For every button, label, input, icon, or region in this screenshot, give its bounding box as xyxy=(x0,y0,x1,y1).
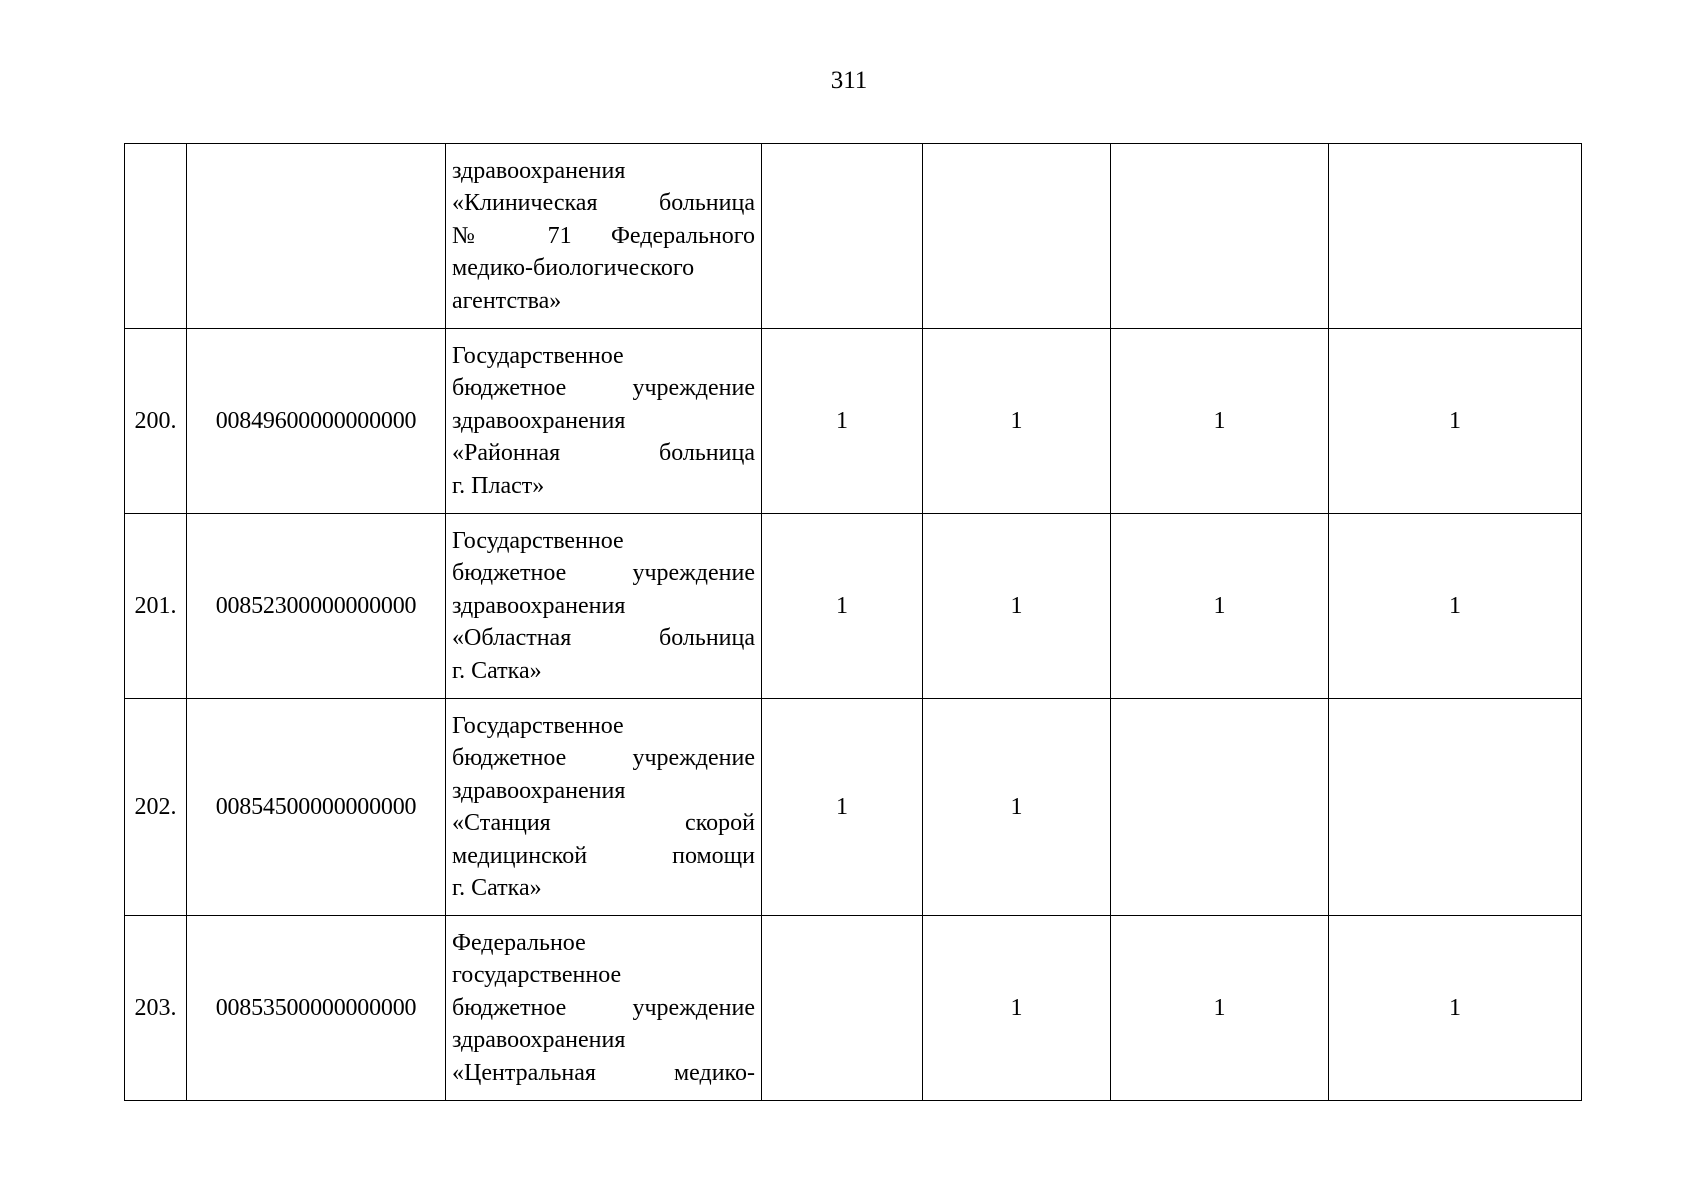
page-number: 311 xyxy=(830,67,868,94)
value-cell-2 xyxy=(923,916,1111,1101)
organization-name-line: медико-биологического xyxy=(452,255,695,282)
value-cell-1 xyxy=(762,514,923,699)
organization-name-line: Государственное xyxy=(452,342,624,369)
registry-code: 00849600000000000 xyxy=(215,407,417,434)
organization-name-line: агентства» xyxy=(452,287,562,314)
value-cell-2 xyxy=(923,514,1111,699)
value-3: 1 xyxy=(1213,592,1226,619)
registry-code-cell xyxy=(187,329,446,514)
registry-code: 00852300000000000 xyxy=(215,592,417,619)
organization-name-line: бюджетное учреждение xyxy=(452,375,755,402)
organization-name-cell xyxy=(446,699,762,916)
value-cell-4 xyxy=(1329,144,1582,329)
row-number-cell xyxy=(125,144,187,329)
value-1: 1 xyxy=(836,407,848,434)
value-cell-4 xyxy=(1329,514,1582,699)
organization-name-line: «Станция скорой xyxy=(452,810,755,836)
registry-code-cell xyxy=(187,144,446,329)
organization-name-line: Государственное xyxy=(452,712,624,739)
value-1: 1 xyxy=(836,793,848,820)
organizations-table xyxy=(124,143,1582,1101)
registry-code: 00853500000000000 xyxy=(215,994,417,1021)
value-cell-3 xyxy=(1111,514,1329,699)
value-cell-4 xyxy=(1329,699,1582,916)
organization-name-cell xyxy=(446,329,762,514)
organization-name-line: г. Сатка» xyxy=(452,875,542,901)
table-row xyxy=(125,144,1582,329)
organization-name-line: г. Пласт» xyxy=(452,472,545,499)
value-cell-4 xyxy=(1329,329,1582,514)
organization-name-cell xyxy=(446,916,762,1101)
value-2: 1 xyxy=(1010,994,1023,1021)
organization-name-line: Федеральное xyxy=(452,929,586,956)
organization-name-line: бюджетное учреждение xyxy=(452,745,755,771)
organization-name-line: № 71 Федерального xyxy=(452,222,755,249)
organization-name-line: здравоохранения xyxy=(452,777,626,804)
organization-name-line: бюджетное учреждение xyxy=(452,560,755,587)
value-cell-1 xyxy=(762,916,923,1101)
organization-name-line: здравоохранения xyxy=(452,157,626,184)
organization-name-line: здравоохранения xyxy=(452,1027,626,1054)
value-2: 1 xyxy=(1010,407,1023,434)
value-3: 1 xyxy=(1213,994,1226,1021)
organization-name-line: «Областная больница xyxy=(452,625,755,652)
organization-name-line: медицинской помощи xyxy=(452,842,755,869)
value-cell-2 xyxy=(923,329,1111,514)
value-3: 1 xyxy=(1213,407,1226,434)
value-cell-4 xyxy=(1329,916,1582,1101)
table-body xyxy=(125,144,1582,1101)
registry-code-cell xyxy=(187,699,446,916)
organization-name-line: здравоохранения xyxy=(452,407,626,434)
table-row xyxy=(125,514,1582,699)
value-cell-1 xyxy=(762,144,923,329)
value-4: 1 xyxy=(1449,994,1461,1021)
organization-name-cell xyxy=(446,514,762,699)
value-cell-1 xyxy=(762,699,923,916)
row-number: 203. xyxy=(134,994,177,1021)
organization-name-line: г. Сатка» xyxy=(452,657,542,684)
value-cell-3 xyxy=(1111,329,1329,514)
registry-code-cell xyxy=(187,916,446,1101)
registry-code-cell xyxy=(187,514,446,699)
organization-name-line: бюджетное учреждение xyxy=(452,994,755,1021)
organization-name-cell xyxy=(446,144,762,329)
row-number: 201. xyxy=(134,592,177,619)
row-number: 200. xyxy=(134,407,177,434)
value-cell-3 xyxy=(1111,699,1329,916)
organization-name-line: «Центральная медико- xyxy=(452,1059,755,1086)
row-number: 202. xyxy=(134,793,177,820)
organization-name-line: Государственное xyxy=(452,527,624,554)
row-number-cell xyxy=(125,514,187,699)
organization-name-line: здравоохранения xyxy=(452,592,626,619)
row-number-cell xyxy=(125,329,187,514)
value-cell-3 xyxy=(1111,916,1329,1101)
organization-name-line: «Районная больница xyxy=(452,440,755,467)
value-cell-2 xyxy=(923,699,1111,916)
value-cell-1 xyxy=(762,329,923,514)
organization-name-line: государственное xyxy=(452,962,622,989)
value-4: 1 xyxy=(1449,407,1461,434)
value-1: 1 xyxy=(836,592,848,619)
row-number-cell xyxy=(125,916,187,1101)
value-4: 1 xyxy=(1449,592,1461,619)
table-row xyxy=(125,699,1582,916)
row-number-cell xyxy=(125,699,187,916)
value-cell-3 xyxy=(1111,144,1329,329)
value-cell-2 xyxy=(923,144,1111,329)
registry-code: 00854500000000000 xyxy=(215,793,417,820)
table-row xyxy=(125,916,1582,1101)
value-2: 1 xyxy=(1010,793,1023,820)
organization-name-line: «Клиническая больница xyxy=(452,190,755,217)
value-2: 1 xyxy=(1010,592,1023,619)
table-row xyxy=(125,329,1582,514)
